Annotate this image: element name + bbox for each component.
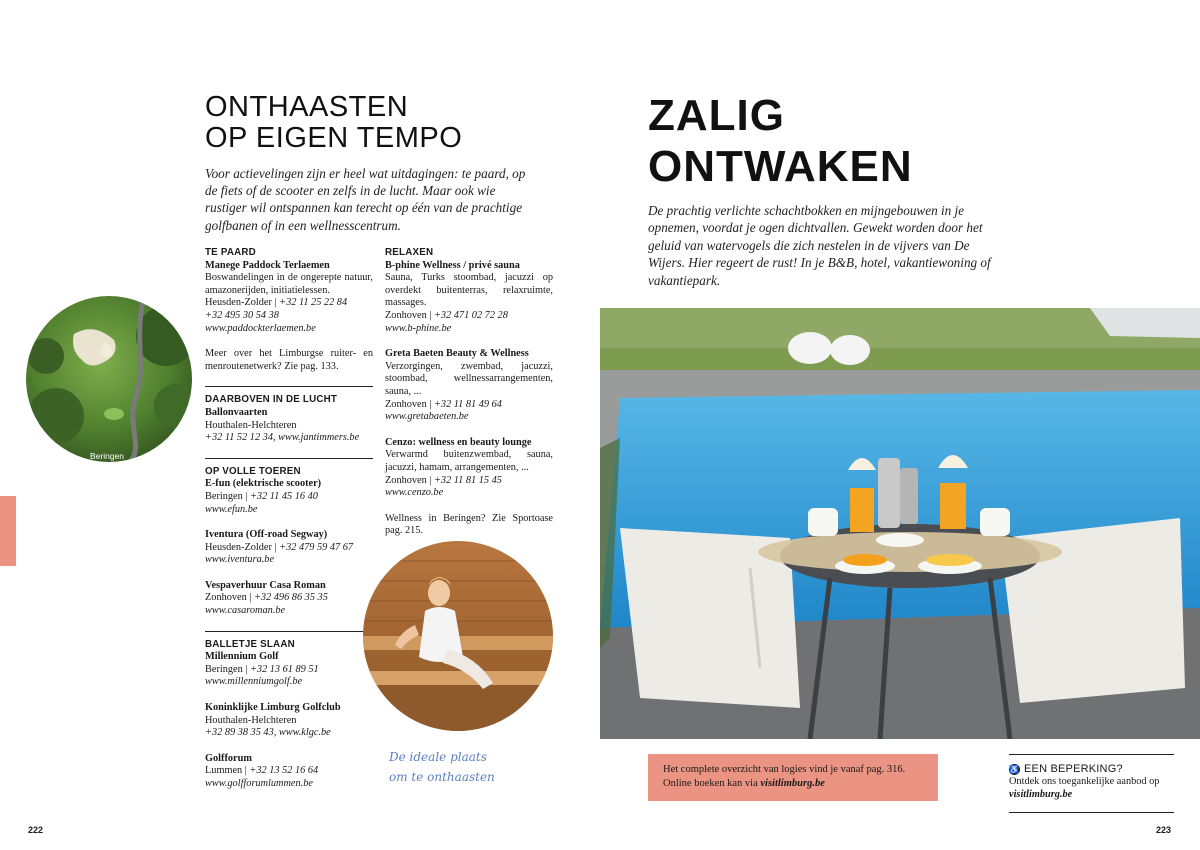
info-line2: Online boeken kan via (663, 777, 761, 789)
divider (205, 458, 373, 459)
klgc-contact[interactable]: +32 89 38 35 43, www.klgc.be (205, 727, 331, 739)
list-item (205, 702, 373, 740)
logies-info-box (648, 754, 938, 801)
millennium-location: Beringen | (205, 663, 250, 675)
te-paard-heading: TE PAARD (205, 247, 256, 258)
casaroman-url[interactable]: www.casaroman.be (205, 605, 286, 617)
greta-contact (385, 399, 553, 412)
bphine-phone: +32 471 02 72 28 (433, 309, 508, 321)
list-item (385, 348, 553, 424)
list-item (205, 753, 373, 791)
accessibility-text: Ontdek ons toegankelijke aanbod op (1009, 775, 1160, 787)
left-intro-text: Voor actievelingen zijn er heel wat uitdagingen: te paard, op de fiets of de scooter en zelfs in de lucht. Maar ook wie rustiger wil ontspannen kan terecht op één van de prachtige golfbanen of in een wellnesscentrum. (205, 166, 526, 233)
golf-photo-caption: Beringen (90, 451, 125, 461)
golfforum-url[interactable]: www.golfforumlummen.be (205, 778, 313, 789)
cenzo-name: Cenzo: wellness en beauty lounge (385, 436, 532, 448)
golfforum-phone: +32 13 52 16 64 (249, 765, 319, 777)
left-page-title (205, 92, 462, 154)
cenzo-location: Zonhoven | (385, 474, 434, 486)
right-title-line1: ZALIG (648, 91, 785, 140)
bphine-location: Zonhoven | (385, 309, 434, 321)
casaroman-name: Vespaverhuur Casa Roman (205, 579, 326, 591)
ballon-location: Houthalen-Helchteren (205, 419, 297, 431)
accessibility-heading (1009, 763, 1174, 776)
lucht-heading: DAARBOVEN IN DE LUCHT (205, 394, 338, 406)
info-url[interactable]: visitlimburg.be (760, 777, 825, 789)
casaroman-phone: +32 496 86 35 35 (253, 592, 328, 604)
efun-location: Beringen | (205, 490, 250, 502)
golfforum-name: Golfforum (205, 752, 252, 764)
pool-breakfast-photo (600, 308, 1200, 739)
accessibility-title: EEN BEPERKING? (1024, 763, 1123, 775)
greta-url[interactable]: www.gretabaeten.be (385, 411, 469, 423)
list-item (205, 651, 373, 689)
greta-name: Greta Baeten Beauty & Wellness (385, 348, 529, 360)
right-title-line2: ONTWAKEN (648, 142, 913, 191)
ballon-contact[interactable]: +32 11 52 12 34, www.jantimmers.be (205, 432, 360, 444)
iventura-phone: +32 479 59 47 67 (279, 541, 354, 553)
relaxen-heading: RELAXEN (385, 247, 434, 258)
wheelchair-icon: ♿ (1009, 764, 1020, 774)
cenzo-url[interactable]: www.cenzo.be (385, 487, 444, 499)
golfforum-contact (205, 765, 373, 778)
golf-section (205, 639, 373, 791)
efun-phone: +32 11 45 16 40 (249, 490, 318, 502)
sportoase-note: Wellness in Beringen? Zie Sportoase pag. 215. (385, 512, 553, 537)
efun-url[interactable]: www.efun.be (205, 503, 258, 515)
handwritten-note (387, 743, 507, 789)
right-page-title (648, 90, 913, 192)
klgc-name: Koninklijke Limburg Golfclub (205, 702, 341, 714)
paddock-location: Heusden-Zolder | (205, 297, 280, 309)
accessibility-box (1009, 754, 1174, 813)
list-item (205, 580, 373, 618)
efun-contact (205, 491, 373, 504)
greta-location: Zonhoven | (385, 398, 434, 410)
left-title-line1: ONTHAASTEN (205, 91, 409, 123)
handwriting-line2: om te onthaasten (389, 770, 495, 784)
paddock-phone1: +32 11 25 22 84 (279, 297, 348, 309)
ruiter-route-note: Meer over het Limburgse ruiter- en menroutenetwerk? Zie pag. 133. (205, 348, 373, 372)
paddock-url[interactable]: www.paddockterlaemen.be (205, 322, 316, 334)
bphine-url[interactable]: www.b-phine.be (385, 322, 452, 334)
cenzo-desc: Verwarmd buitenzwembad, sauna, jacuzzi, hamam, arrangementen, ... (385, 449, 553, 473)
toeren-section (205, 466, 373, 618)
left-column-b (385, 247, 553, 551)
efun-name: E-fun (elektrische scooter) (205, 478, 322, 490)
millennium-name: Millennium Golf (205, 651, 279, 663)
toeren-heading: OP VOLLE TOEREN (205, 465, 301, 477)
golfforum-location: Lummen | (205, 765, 250, 777)
bphine-name: B-phine Wellness / privé sauna (385, 259, 520, 271)
golf-course-photo (26, 296, 192, 462)
paddock-name: Manege Paddock Terlaemen (205, 259, 330, 271)
right-intro-text: De prachtig verlichte schachtbokken en mijngebouwen in je opnemen, voordat je ogen dichtvallen. Gewekt worden door het geluid van watervogels die zich nestelen in de vijvers van De Wijers. Hier regeert de rust! In je B&B, hotel, vakantiewoning of vakantiepark. (648, 203, 991, 288)
iventura-contact (205, 542, 373, 555)
divider (205, 386, 373, 387)
greta-desc: Verzorgingen, zwembad, jacuzzi, stoombad, wellnessarrangementen, sauna, ... (385, 360, 553, 397)
handwriting-line1: De ideale plaats (389, 750, 487, 764)
divider (205, 631, 373, 632)
left-column-a (205, 247, 373, 804)
iventura-location: Heusden-Zolder | (205, 541, 280, 553)
klgc-location: Houthalen-Helchteren (205, 714, 297, 726)
list-item (385, 437, 553, 500)
info-line1: Het complete overzicht van logies vind je vanaf pag. 316. (663, 764, 906, 775)
right-page-number: 223 (1156, 825, 1172, 835)
bphine-contact (385, 310, 553, 323)
bphine-desc: Sauna, Turks stoombad, jacuzzi op overdekt buitenterras, relaxruimte, massages. (385, 272, 553, 309)
millennium-phone: +32 13 61 89 51 (249, 663, 319, 675)
greta-phone: +32 11 81 49 64 (433, 398, 502, 410)
cenzo-phone: +32 11 81 15 45 (433, 474, 502, 486)
sauna-photo (363, 541, 553, 731)
left-page-number: 222 (28, 825, 44, 835)
iventura-name: Iventura (Off-road Segway) (205, 529, 328, 541)
accessibility-url[interactable]: visitlimburg.be (1009, 788, 1073, 800)
list-item (205, 478, 373, 516)
lucht-section (205, 394, 373, 444)
casaroman-contact (205, 592, 373, 605)
iventura-url[interactable]: www.iventura.be (205, 554, 275, 566)
golf-heading: BALLETJE SLAAN (205, 638, 295, 650)
list-item (205, 529, 373, 567)
casaroman-location: Zonhoven | (205, 592, 254, 604)
millennium-contact (205, 664, 373, 677)
paddock-contact (205, 297, 373, 310)
ballon-name: Ballonvaarten (205, 406, 268, 418)
paddock-phone2: +32 495 30 54 38 (205, 309, 279, 321)
millennium-url[interactable]: www.millenniumgolf.be (205, 676, 303, 688)
paddock-desc: Boswandelingen in de ongerepte natuur, amazonerijden, initiatielessen. (205, 272, 373, 296)
left-side-tab (0, 496, 16, 566)
left-title-line2: OP EIGEN TEMPO (205, 122, 463, 154)
te-paard-section (205, 247, 373, 335)
list-item (385, 260, 553, 336)
cenzo-contact (385, 475, 553, 488)
